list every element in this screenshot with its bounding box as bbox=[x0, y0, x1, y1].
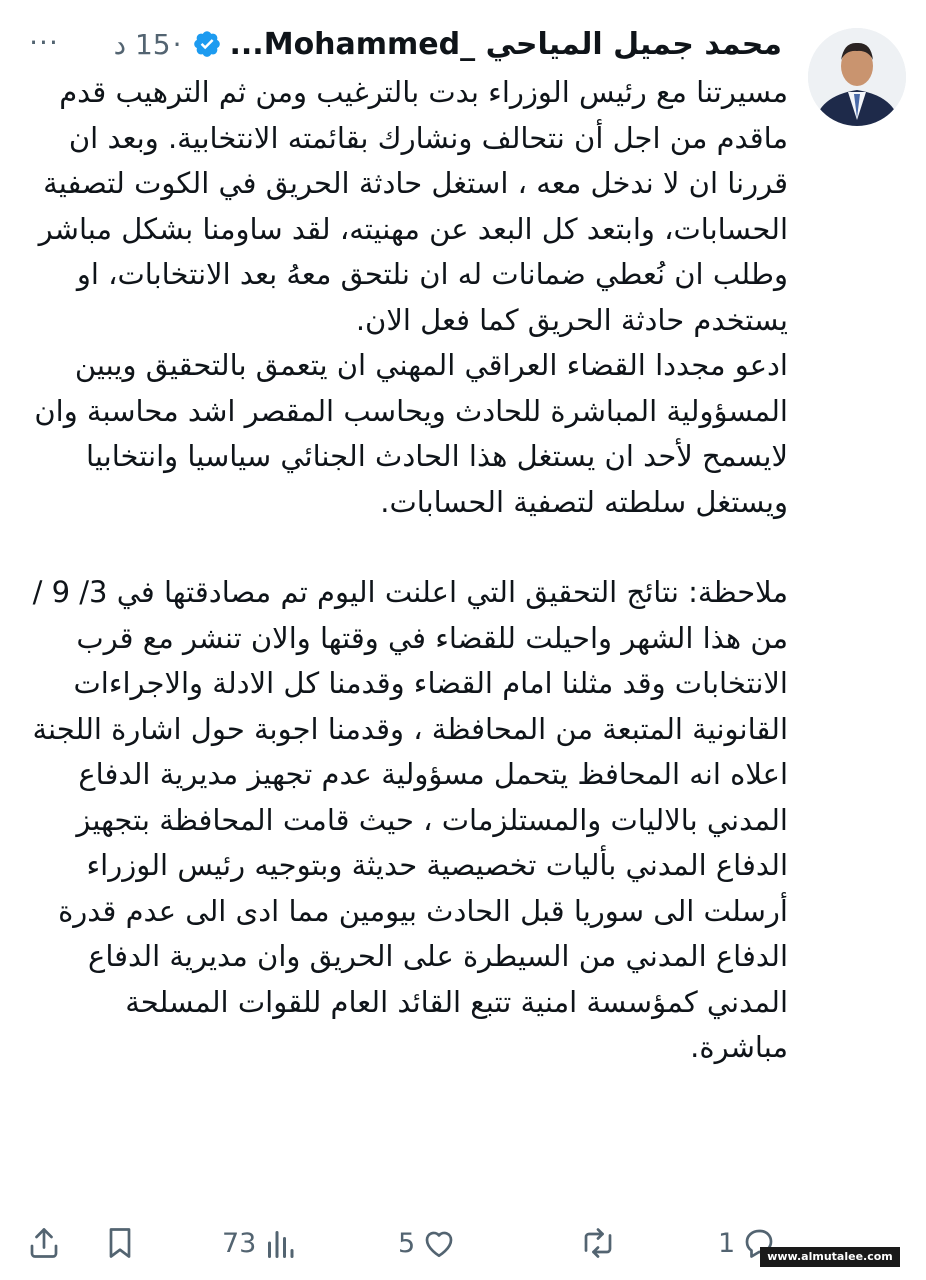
tweet-paragraph: ادعو مجددا القضاء العراقي المهني ان يتعمق بالتحقيق ويبين المسؤولية المباشرة للحادث ويحاسب المقصر اشد محاسبة وان لايسمح لأحد ان يستغل هذا الحادث الجنائي سياسيا وانتخابيا ويستغل سلطته لتصفية الحسابات. bbox=[34, 348, 788, 519]
author-name[interactable]: محمد جميل المياحي _Mohammed... bbox=[229, 26, 782, 62]
bookmark-button[interactable] bbox=[102, 1218, 138, 1268]
reply-count: 1 bbox=[718, 1227, 736, 1259]
tweet-paragraph: ملاحظة: نتائج التحقيق التي اعلنت اليوم تم مصادقتها في 3/ 9 / من هذا الشهر واحيلت للقضاء في وقتها والان تنشر مع قرب الانتخابات وقد مثلنا امام القضاء وقدمنا كل الادلة والاجراءات القانونية المتبعة من المحافظة ، وقدمنا اجوبة حول اشارة اللجنة اعلاه انه المحافظ يتحمل مسؤولية عدم تجهيز مديرية الدفاع المدني بالاليات والمستلزمات ، حيث قامت المحافظة بتجهيز الدفاع المدني بأليات تخصيصية حديثة وبتوجيه رئيس الوزراء أرسلت الى سوريا قبل الحادث بيومين مما ادى الى عدم قدرة الدفاع المدني من السيطرة على الحريق وان مديرية الدفاع المدني كمؤسسة امنية تتبع القائد العام للقوات المسلحة مباشرة. bbox=[32, 575, 788, 1064]
timestamp[interactable]: 15 د bbox=[113, 27, 171, 61]
bookmark-icon bbox=[102, 1225, 138, 1261]
heart-icon bbox=[421, 1225, 457, 1261]
share-icon bbox=[26, 1225, 62, 1261]
like-button[interactable] bbox=[392, 1218, 457, 1268]
repost-button[interactable] bbox=[580, 1218, 628, 1268]
separator-dot: · bbox=[172, 27, 182, 61]
more-icon[interactable]: ··· bbox=[29, 26, 59, 59]
watermark-label: www.almutalee.com bbox=[760, 1247, 900, 1267]
tweet-text bbox=[22, 70, 788, 1071]
paragraph-gap bbox=[22, 525, 788, 570]
views-count: 73 bbox=[222, 1227, 257, 1259]
share-button[interactable] bbox=[26, 1218, 62, 1268]
tweet-header bbox=[114, 22, 782, 66]
verified-badge-icon bbox=[192, 29, 222, 59]
like-count: 5 bbox=[398, 1227, 416, 1259]
tweet-paragraph: مسيرتنا مع رئيس الوزراء بدت بالترغيب ومن ثم الترهيب قدم ماقدم من اجل أن نتحالف ونشارك بقائمته الانتخابية. وبعد ان قررنا ان لا ندخل معه ، استغل حادثة الحريق في الكوت لتصفية الحسابات، وابتعد كل البعد عن مهنيته، لقد ساومنا بشكل مباشر وطلب ان نُعطي ضمانات له ان نلتحق معهُ بعد الانتخابات، او يستخدم حادثة الحريق كما فعل الان. bbox=[38, 75, 788, 337]
views-button[interactable] bbox=[216, 1218, 298, 1268]
avatar[interactable] bbox=[808, 28, 906, 126]
repost-icon bbox=[580, 1225, 616, 1261]
views-icon bbox=[262, 1225, 298, 1261]
